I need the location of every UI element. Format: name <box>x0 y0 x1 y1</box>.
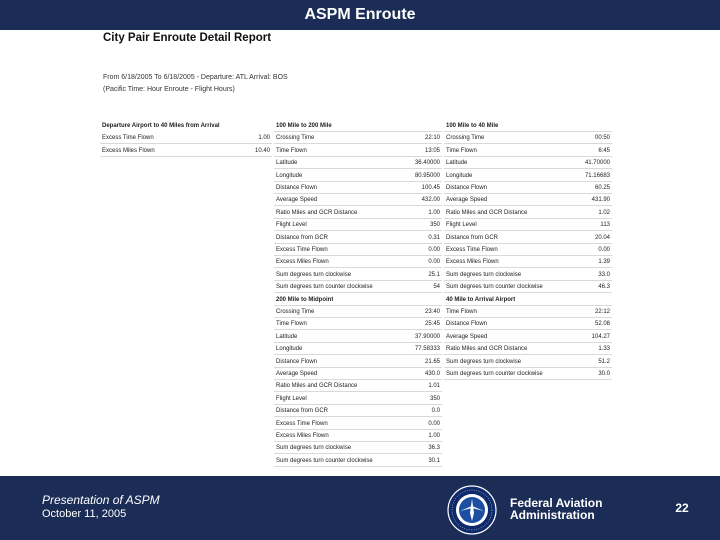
row-value: 0.0 <box>431 408 440 415</box>
section-header <box>444 295 612 306</box>
row-label: Excess Time Flown <box>276 247 328 253</box>
row-value: 71.16683 <box>584 172 610 179</box>
row-label: Latitude <box>276 160 298 167</box>
row-label: Ratio Miles and GCR Distance <box>276 383 358 390</box>
row-label: 100 Mile to 200 Mile <box>276 123 332 129</box>
row-value: 350 <box>429 395 440 402</box>
table-row <box>444 245 612 256</box>
table-row <box>444 369 612 380</box>
table-row <box>274 369 442 380</box>
footer <box>0 476 720 540</box>
row-value: 46.3 <box>598 284 610 291</box>
row-value: 00:50 <box>594 135 610 142</box>
table-row <box>274 146 442 157</box>
row-value: 0.00 <box>428 247 440 253</box>
row-value: 100.45 <box>421 185 440 191</box>
table-row <box>444 158 612 169</box>
row-label: Latitude <box>446 160 468 167</box>
row-value: 1.00 <box>428 433 440 439</box>
row-value: 51.2 <box>598 358 610 365</box>
page-number: 22 <box>675 501 689 515</box>
table-row <box>444 319 612 330</box>
row-label: Average Speed <box>446 333 488 340</box>
row-value: 23:40 <box>424 309 440 315</box>
row-label: Average Speed <box>276 197 318 204</box>
row-value: 1.00 <box>258 135 270 142</box>
table-row <box>274 133 442 144</box>
row-label: 40 Mile to Arrival Airport <box>446 296 516 303</box>
section-header <box>444 121 612 132</box>
row-value: 36.3 <box>428 445 440 452</box>
row-value: 37.90000 <box>414 333 440 340</box>
table-row <box>274 431 442 442</box>
row-label: Time Flown <box>276 147 307 154</box>
row-label: 200 Mile to Midpoint <box>276 296 334 303</box>
row-label: Sum degrees turn counter clockwise <box>276 457 373 464</box>
row-value: 33.0 <box>598 271 610 278</box>
table-row <box>274 195 442 206</box>
table-row <box>274 443 442 454</box>
row-value: 350 <box>429 222 440 229</box>
row-label: Excess Miles Flown <box>102 147 155 154</box>
row-label: Sum degrees turn clockwise <box>276 271 352 278</box>
table-row <box>274 394 442 405</box>
table-row <box>444 183 612 194</box>
table-row <box>444 332 612 343</box>
table-row <box>274 357 442 368</box>
report-note: (Pacific Time: Hour Enroute - Flight Hours) <box>103 86 235 93</box>
row-label: Sum degrees turn clockwise <box>446 358 522 365</box>
row-value: 432.00 <box>421 197 440 204</box>
row-value: 6:45 <box>598 147 610 154</box>
row-label: Latitude <box>276 333 298 340</box>
row-value: 20.04 <box>594 234 610 241</box>
report-area <box>0 30 720 476</box>
row-label: Excess Time Flown <box>102 135 154 142</box>
table-row <box>444 270 612 281</box>
row-label: Excess Miles Flown <box>276 433 329 439</box>
table-row <box>444 133 612 144</box>
table-row <box>100 146 272 157</box>
row-label: Time Flown <box>276 321 307 328</box>
presentation-date: October 11, 2005 <box>42 508 127 520</box>
row-label: Crossing Time <box>276 309 315 315</box>
row-label: Excess Miles Flown <box>276 259 329 266</box>
table-row <box>274 270 442 281</box>
row-label: Average Speed <box>446 197 488 204</box>
row-value: 25:45 <box>424 321 440 328</box>
report-title: City Pair Enroute Detail Report <box>103 32 272 44</box>
row-value: 25.1 <box>428 271 440 278</box>
row-value: 0.00 <box>428 259 440 266</box>
row-label: Distance from GCR <box>446 234 499 241</box>
table-row <box>274 319 442 330</box>
faa-seal-icon <box>447 485 497 535</box>
table-row <box>444 344 612 355</box>
row-label: Distance Flown <box>446 321 488 328</box>
col-1-header: Departure Airport to 40 Miles from Arrival <box>102 123 220 129</box>
table-row <box>274 257 442 268</box>
table-row <box>444 195 612 206</box>
row-label: 100 Mile to 40 Mile <box>446 123 499 129</box>
row-value: 30.0 <box>598 371 610 377</box>
section-header <box>274 295 442 306</box>
table-row <box>274 158 442 169</box>
table-row <box>274 233 442 244</box>
row-value: 431.90 <box>591 197 610 204</box>
row-value: 80.95000 <box>414 172 440 179</box>
table-row <box>444 307 612 318</box>
row-value: 1.00 <box>428 209 440 216</box>
row-label: Distance from GCR <box>276 408 329 415</box>
row-label: Excess Miles Flown <box>446 259 499 266</box>
row-value: 41.70000 <box>584 160 610 167</box>
slide-title: ASPM Enroute <box>304 6 416 23</box>
row-label: Crossing Time <box>276 135 315 142</box>
row-value: 13:05 <box>424 147 440 154</box>
row-label: Sum degrees turn counter clockwise <box>276 284 373 291</box>
table-row <box>274 208 442 219</box>
row-label: Ratio Miles and GCR Distance <box>446 346 528 353</box>
slide-title-bar <box>0 0 720 30</box>
row-label: Distance Flown <box>276 358 318 365</box>
row-label: Flight Level <box>276 222 307 229</box>
row-label: Sum degrees turn counter clockwise <box>446 371 543 377</box>
row-label: Flight Level <box>446 222 477 229</box>
row-label: Longitude <box>276 346 303 353</box>
row-label: Longitude <box>276 172 303 179</box>
table-row <box>274 406 442 417</box>
row-value: 1.02 <box>598 209 610 216</box>
table-row <box>444 257 612 268</box>
row-label: Distance from GCR <box>276 234 329 241</box>
table-row <box>444 282 612 293</box>
row-label: Average Speed <box>276 371 318 377</box>
row-value: 430.0 <box>424 371 440 377</box>
table-row <box>274 183 442 194</box>
row-label: Distance Flown <box>446 185 488 191</box>
row-value: 30.1 <box>428 457 440 464</box>
row-label: Excess Time Flown <box>446 247 498 253</box>
presentation-title: Presentation of ASPM <box>42 493 160 507</box>
table-row <box>444 208 612 219</box>
row-value: 52.08 <box>594 321 610 328</box>
table-row <box>100 133 272 144</box>
row-value: 10.40 <box>254 147 270 154</box>
row-value: 0.00 <box>598 247 610 253</box>
row-label: Ratio Miles and GCR Distance <box>276 209 358 216</box>
row-value: 0.31 <box>428 234 440 241</box>
row-value: 113 <box>600 222 610 229</box>
table-row <box>444 171 612 182</box>
row-value: 54 <box>433 284 440 291</box>
row-label: Sum degrees turn clockwise <box>276 445 352 452</box>
table-row <box>274 307 442 318</box>
table-row <box>274 220 442 231</box>
row-label: Longitude <box>446 172 473 179</box>
row-label: Time Flown <box>446 309 477 315</box>
row-value: 1.39 <box>598 259 610 266</box>
row-value: 60.25 <box>594 185 610 191</box>
row-value: 1.01 <box>428 383 440 390</box>
row-label: Crossing Time <box>446 135 485 142</box>
table-row <box>444 233 612 244</box>
row-label: Excess Time Flown <box>276 420 328 427</box>
row-label: Sum degrees turn counter clockwise <box>446 284 543 291</box>
row-label: Time Flown <box>446 147 477 154</box>
row-value: 104.27 <box>591 333 610 340</box>
table-row <box>274 282 442 293</box>
row-value: 36.40000 <box>414 160 440 167</box>
row-value: 0.00 <box>428 420 440 427</box>
row-value: 77.58333 <box>414 346 440 353</box>
table-row <box>274 245 442 256</box>
agency-name-line1: Federal Aviation <box>510 496 603 510</box>
table-row <box>444 220 612 231</box>
row-label: Sum degrees turn clockwise <box>446 271 522 278</box>
section-header <box>274 121 442 132</box>
table-row <box>274 344 442 355</box>
row-value: 22:12 <box>594 309 610 315</box>
row-label: Ratio Miles and GCR Distance <box>446 209 528 216</box>
report-criteria: From 6/18/2005 To 6/18/2005 - Departure: ATL Arrival: BOS <box>103 74 288 81</box>
row-value: 21.65 <box>424 358 440 365</box>
row-label: Distance Flown <box>276 185 318 191</box>
table-row <box>274 332 442 343</box>
agency-name-line2: Administration <box>510 508 595 522</box>
table-row <box>274 419 442 430</box>
table-row <box>444 146 612 157</box>
table-row <box>274 381 442 392</box>
table-row <box>444 357 612 368</box>
row-value: 22:10 <box>424 135 440 142</box>
table-row <box>274 171 442 182</box>
table-row <box>274 456 442 467</box>
row-label: Flight Level <box>276 395 307 402</box>
row-value: 1.33 <box>598 346 610 353</box>
